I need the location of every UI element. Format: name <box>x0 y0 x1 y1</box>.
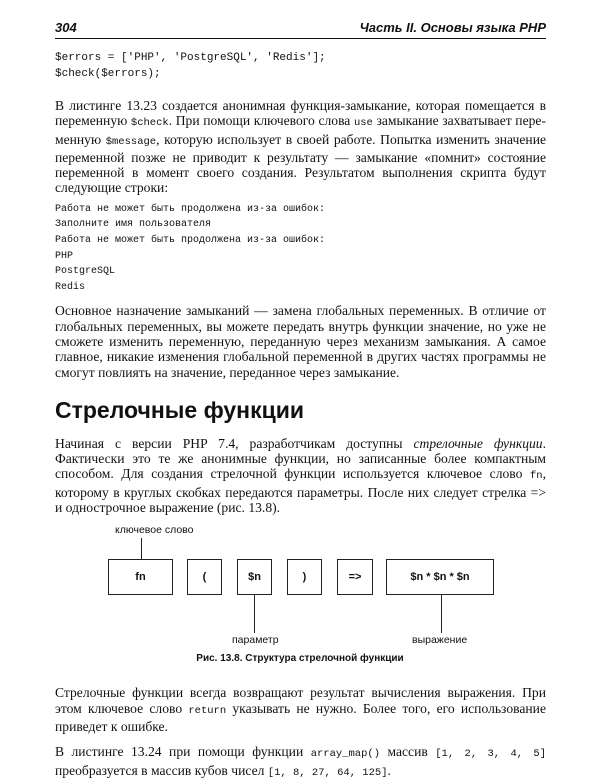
chapter-title: Часть II. Основы языка PHP <box>359 20 546 35</box>
inline-code: $check <box>130 117 169 130</box>
box-fn: fn <box>108 559 173 595</box>
arrow-param <box>254 595 255 633</box>
text: указывать не нужно. Более того, его использование приведет к ошибке. <box>55 700 546 734</box>
output-line: Работа не может быть продолжена из-за ошибок: <box>55 203 326 215</box>
paragraph <box>55 744 546 781</box>
text: Стрелочные функции всегда возвращают результат вычисления выражения. При этом ключевое слово <box>55 685 546 716</box>
text: Начиная с версии PHP 7.4, разработчикам доступны <box>55 435 414 451</box>
inline-code: return <box>188 704 227 717</box>
text: , которую использует в своей работе. Попытка изменить значение переменной позже не приводит к результату — замыкание «помнит» состояние переменной в момент своего создания. Результатом выполнения скрипта будут следующие строки: <box>55 131 546 196</box>
text: . Фактически это те же анонимные функции, но записанные более компактным способом. Для создания стрелочной функции используется ключевое слово <box>55 435 546 482</box>
output-line: PHP <box>55 250 74 262</box>
code-line: $check($errors); <box>55 67 161 80</box>
figure-caption: Рис. 13.8. Структура стрелочной функции <box>196 653 404 665</box>
inline-code: [1, 8, 27, 64, 125] <box>267 766 388 779</box>
paragraph <box>55 685 546 734</box>
output-line: Заполните имя пользователя <box>55 219 212 231</box>
inline-code: fn <box>529 470 543 483</box>
text: , которому в круглых скобках передаются параметры. После них следует стрелка => и однострочное выражение (рис. 13.8). <box>55 466 546 516</box>
inline-code: array_map() <box>310 748 381 761</box>
arrow-expression <box>441 595 442 633</box>
script-output <box>55 202 546 296</box>
emphasis: стрелочные функции <box>413 435 543 451</box>
figure-diagram <box>0 515 600 675</box>
text: массив <box>380 744 436 760</box>
text: замыкание захватывает переменную <box>55 113 546 147</box>
code-line: $errors = ['PHP', 'PostgreSQL', 'Redis']; <box>55 52 326 64</box>
arrow-keyword <box>141 538 142 559</box>
text: . <box>387 762 391 778</box>
text: . При помощи ключевого слова <box>168 113 354 129</box>
running-header <box>55 18 546 39</box>
book-page <box>55 0 546 781</box>
inline-code: $message <box>105 135 157 148</box>
box-close-paren: ) <box>287 559 322 595</box>
section-heading: Стрелочные функции <box>55 396 305 423</box>
output-line: PostgreSQL <box>55 266 116 278</box>
box-open-paren: ( <box>187 559 222 595</box>
label-expression: выражение <box>412 634 468 647</box>
label-keyword: ключевое слово <box>115 524 194 537</box>
text: преобразуется в массив кубов чисел <box>55 762 268 778</box>
text: В листинге 13.23 создается анонимная функция-замыкание, которая помещается в переменную <box>55 98 546 129</box>
code-listing <box>55 51 546 82</box>
inline-code: [1, 2, 3, 4, 5] <box>435 748 547 761</box>
box-expression: $n * $n * $n <box>386 559 494 595</box>
page-number: 304 <box>55 20 77 35</box>
output-line: Работа не может быть продолжена из-за ошибок: <box>55 234 326 246</box>
box-param: $n <box>237 559 272 595</box>
paragraph <box>55 436 546 515</box>
paragraph: Основное назначение замыканий — замена глобальных переменных. В отличие от глобальных переменных, вы можете передать внутрь функции значение, но уже не сможете изменить переменную, переданную через механизм замыкания. А самое главное, никакие изменения глобальной переменной в других частях программы не смогут повлиять на значение, переданное через замыкание. <box>55 303 546 380</box>
inline-code: use <box>353 117 373 130</box>
paragraph <box>55 98 546 196</box>
box-arrow: => <box>337 559 373 595</box>
label-param: параметр <box>232 634 279 647</box>
text: В листинге 13.24 при помощи функции <box>55 744 311 760</box>
output-line: Redis <box>55 281 86 293</box>
